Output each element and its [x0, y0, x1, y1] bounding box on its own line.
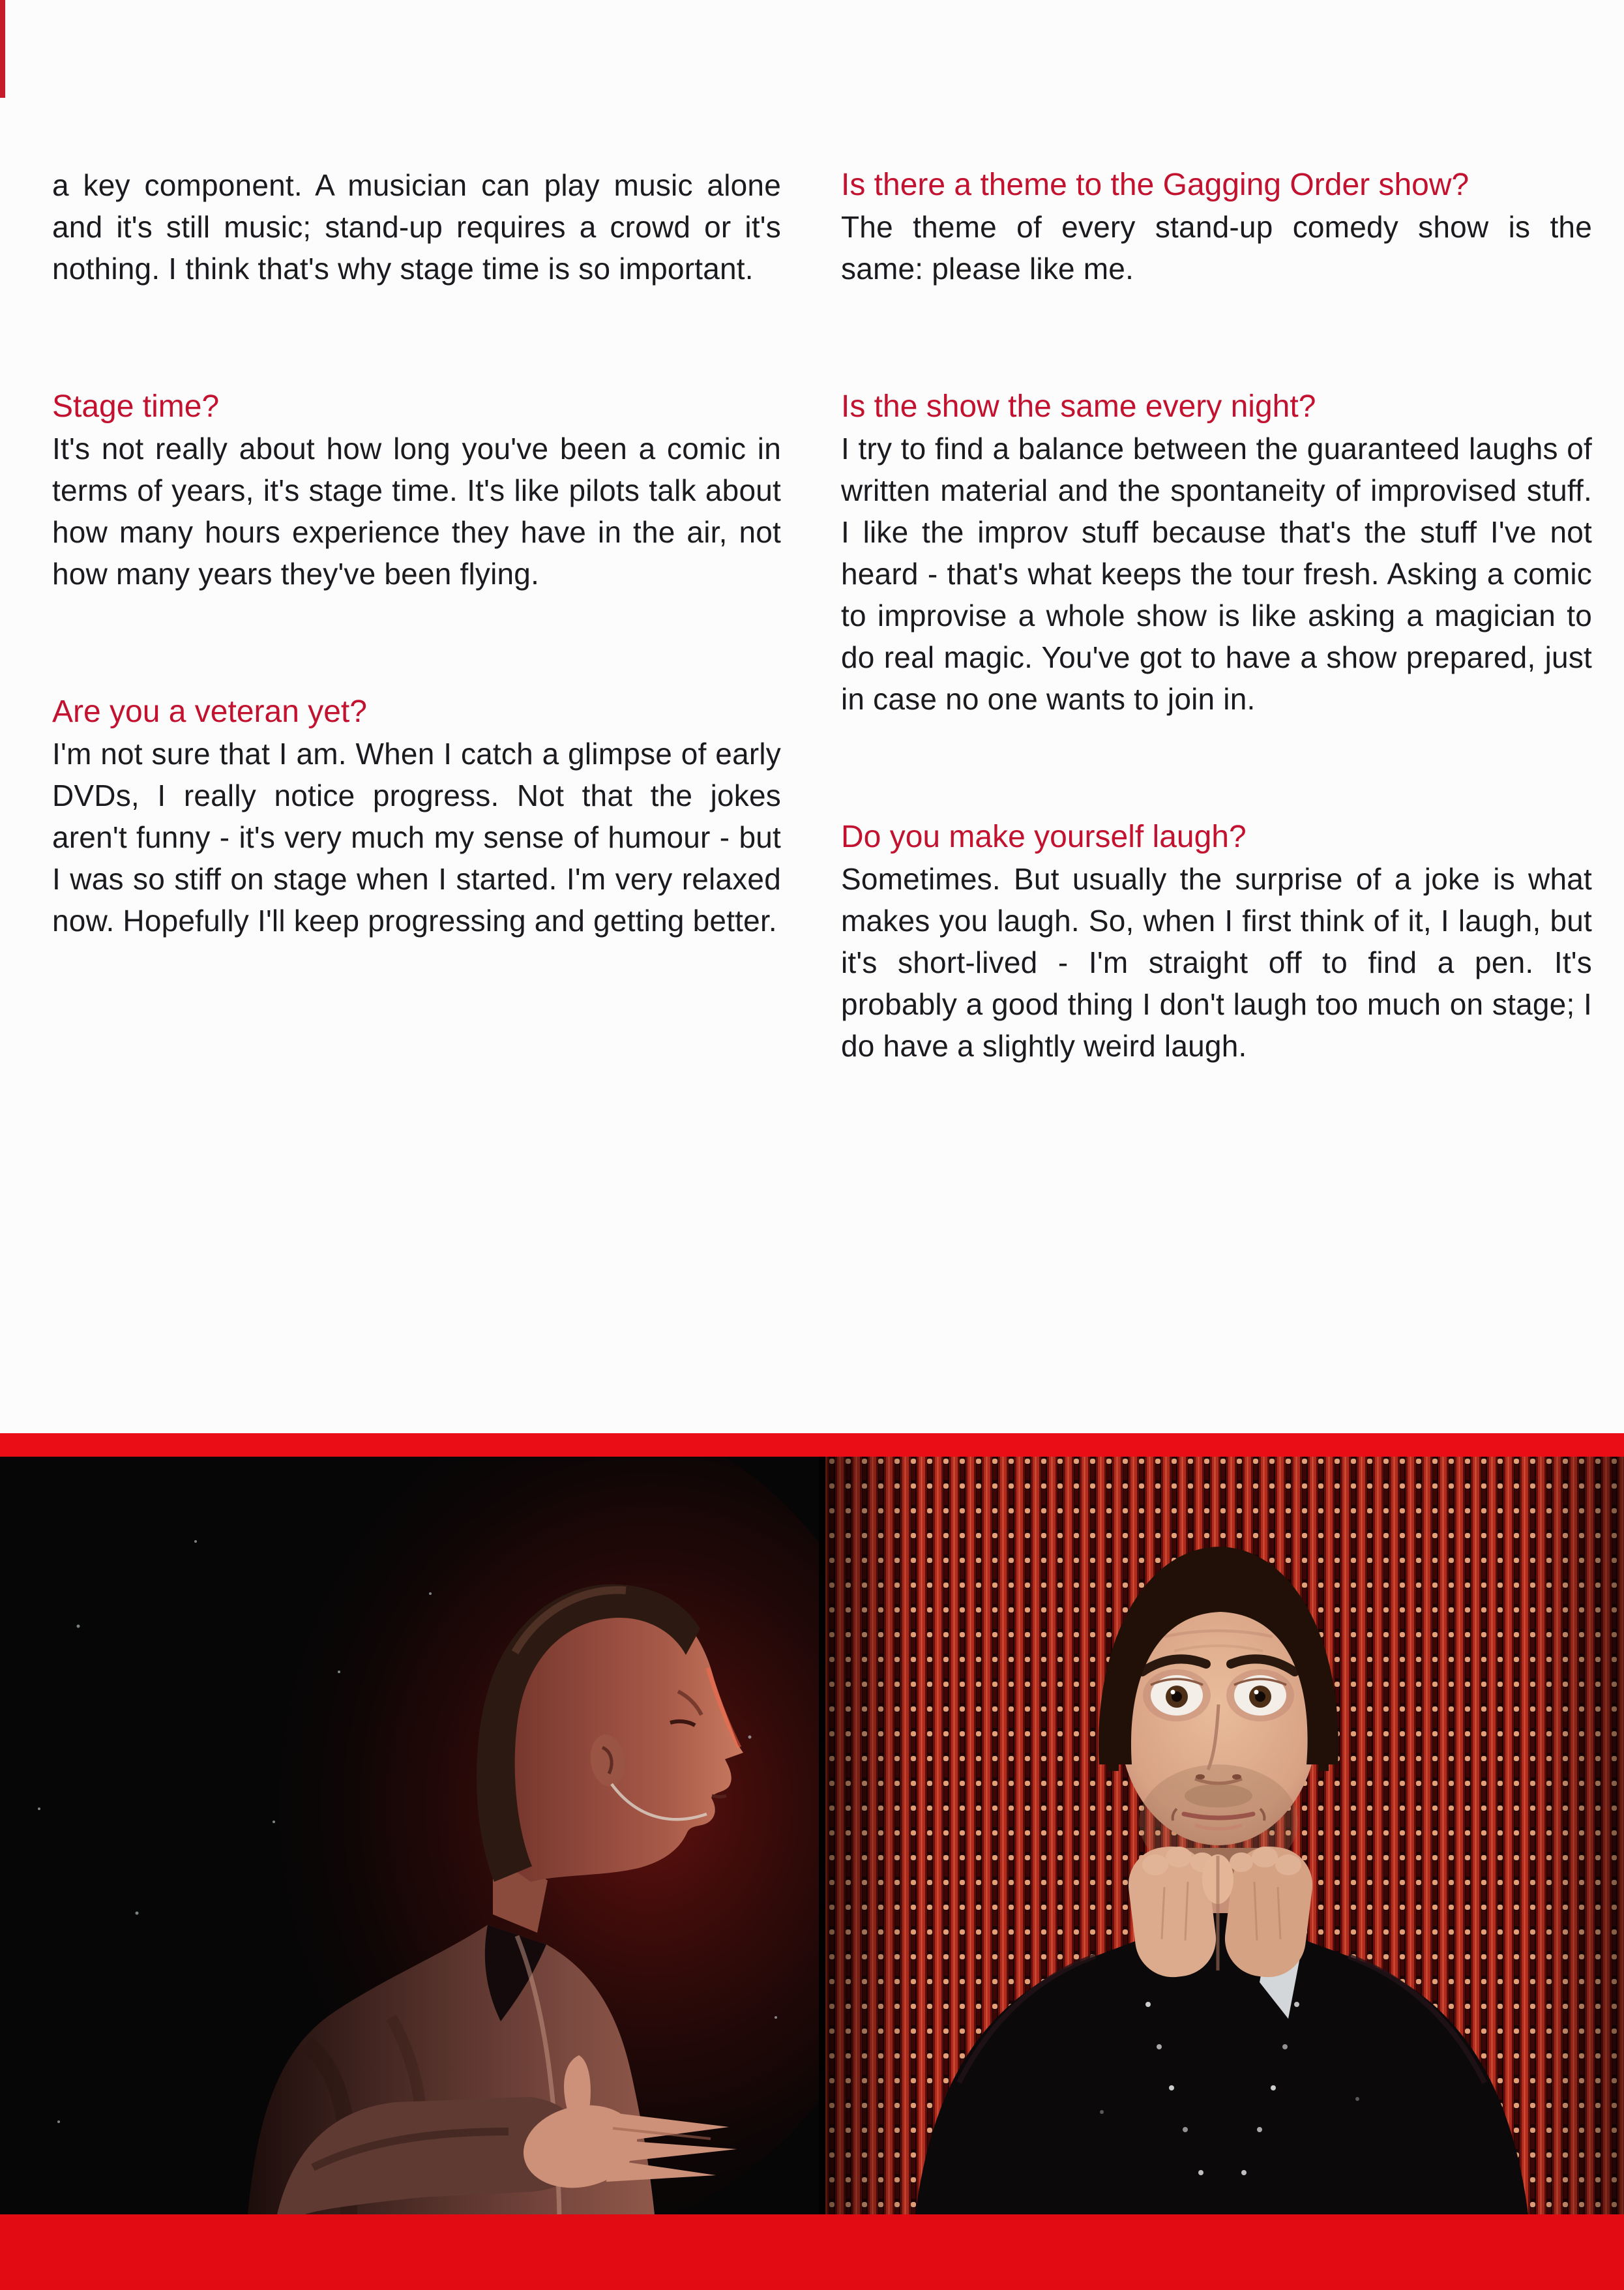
stage-profile-photo [0, 1457, 819, 2214]
paragraph: The theme of every stand-up comedy show is the same: please like me. [841, 210, 1592, 286]
question-heading: Is there a theme to the Gagging Order show? [841, 168, 1469, 202]
paragraph: It's not really about how long you've been a comic in terms of years, it's stage time. It's like pilots talk about how many hours experience they have in the air, not how many years they've been flying. [52, 432, 781, 591]
question-heading: Is the show the same every night? [841, 389, 1316, 424]
paragraph: Sometimes. But usually the surprise of a joke is what makes you laugh. So, when I first think of it, I laugh, but it's short-lived - I'm straight off to find a pen. It's probably a good thing I don't laugh too much on stage; I do have a slightly weird laugh. [841, 862, 1592, 1063]
right-column [841, 164, 1592, 1067]
photo-top-red-stripe [0, 1433, 1624, 1457]
bottom-red-band [0, 2214, 1624, 2290]
paragraph: I'm not sure that I am. When I catch a glimpse of early DVDs, I really notice progress. Not that the jokes aren't funny - it's very much my sense of humour - but I was so stiff on stage when I started. I'm very relaxed now. Hopefully I'll keep progressing and getting better. [52, 737, 781, 938]
question-heading: Stage time? [52, 389, 220, 424]
paragraph: a key component. A musician can play music alone and it's still music; stand-up requires a crowd or it's nothing. I think that's why stage time is so important. [52, 168, 781, 286]
page-edge-red-sliver [0, 0, 5, 98]
left-column [52, 164, 781, 942]
clasped-fists-photo [819, 1457, 1624, 2214]
stage-profile-illustration [0, 1457, 819, 2214]
question-heading: Are you a veteran yet? [52, 694, 367, 729]
paragraph: I try to find a balance between the guaranteed laughs of written material and the spontaneity of improvised stuff. I like the improv stuff because that's the stuff I've not heard - that's what keeps the tour fresh. Asking a comic to improvise a whole show is like asking a magician to do real magic. You've got to have a show prepared, just in case no one wants to join in. [841, 432, 1592, 716]
question-heading: Do you make yourself laugh? [841, 820, 1247, 854]
clasped-fists-illustration [819, 1457, 1624, 2214]
photo-montage [0, 1457, 1624, 2214]
